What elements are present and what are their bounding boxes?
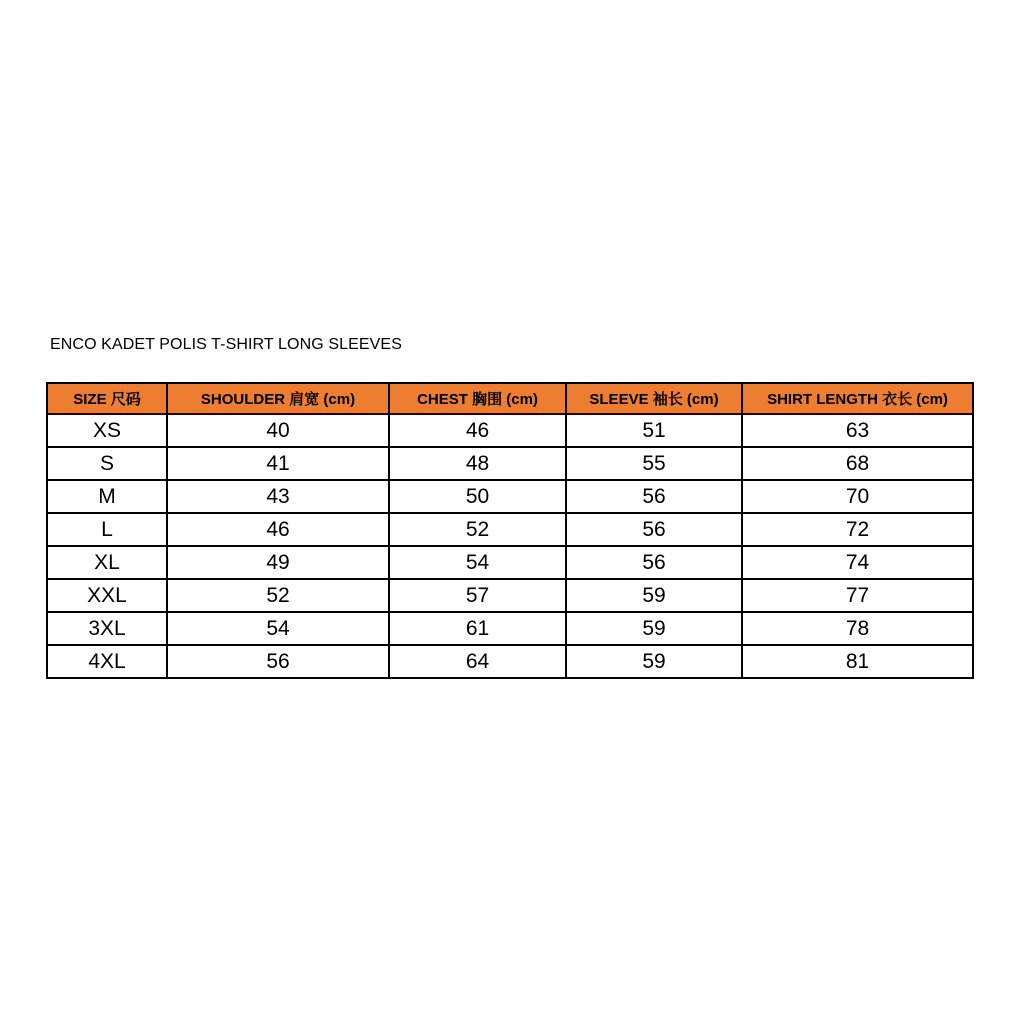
table-row: [47, 447, 973, 480]
cell-chest: 57: [389, 579, 566, 612]
header-shirt-length: SHIRT LENGTH 衣长 (cm): [742, 383, 973, 414]
cell-shoulder: 54: [167, 612, 389, 645]
cell-size: XS: [47, 414, 167, 447]
cell-shirt-length: 72: [742, 513, 973, 546]
cell-sleeve: 59: [566, 612, 742, 645]
table-row: [47, 612, 973, 645]
table-row: [47, 480, 973, 513]
cell-size: M: [47, 480, 167, 513]
table-row: [47, 645, 973, 678]
cell-size: 4XL: [47, 645, 167, 678]
cell-sleeve: 56: [566, 546, 742, 579]
cell-sleeve: 56: [566, 513, 742, 546]
size-chart-table: [46, 382, 974, 679]
cell-shoulder: 49: [167, 546, 389, 579]
cell-sleeve: 56: [566, 480, 742, 513]
cell-chest: 50: [389, 480, 566, 513]
cell-shirt-length: 68: [742, 447, 973, 480]
cell-shoulder: 46: [167, 513, 389, 546]
cell-chest: 46: [389, 414, 566, 447]
cell-shoulder: 41: [167, 447, 389, 480]
cell-chest: 54: [389, 546, 566, 579]
cell-size: XXL: [47, 579, 167, 612]
page-title: ENCO KADET POLIS T-SHIRT LONG SLEEVES: [50, 336, 402, 353]
table-row: [47, 414, 973, 447]
header-size: SIZE 尺码: [47, 383, 167, 414]
cell-shirt-length: 78: [742, 612, 973, 645]
cell-shirt-length: 70: [742, 480, 973, 513]
cell-shirt-length: 63: [742, 414, 973, 447]
cell-shoulder: 40: [167, 414, 389, 447]
cell-shirt-length: 77: [742, 579, 973, 612]
cell-size: S: [47, 447, 167, 480]
table-row: [47, 546, 973, 579]
cell-chest: 64: [389, 645, 566, 678]
cell-sleeve: 55: [566, 447, 742, 480]
header-sleeve: SLEEVE 袖长 (cm): [566, 383, 742, 414]
cell-shirt-length: 81: [742, 645, 973, 678]
cell-shirt-length: 74: [742, 546, 973, 579]
cell-chest: 52: [389, 513, 566, 546]
cell-sleeve: 51: [566, 414, 742, 447]
cell-size: 3XL: [47, 612, 167, 645]
table-row: [47, 579, 973, 612]
cell-size: XL: [47, 546, 167, 579]
header-shoulder: SHOULDER 肩宽 (cm): [167, 383, 389, 414]
cell-shoulder: 52: [167, 579, 389, 612]
cell-chest: 48: [389, 447, 566, 480]
cell-shoulder: 56: [167, 645, 389, 678]
cell-shoulder: 43: [167, 480, 389, 513]
cell-sleeve: 59: [566, 645, 742, 678]
header-chest: CHEST 胸围 (cm): [389, 383, 566, 414]
header-row: [47, 383, 973, 414]
cell-sleeve: 59: [566, 579, 742, 612]
cell-chest: 61: [389, 612, 566, 645]
table-row: [47, 513, 973, 546]
cell-size: L: [47, 513, 167, 546]
